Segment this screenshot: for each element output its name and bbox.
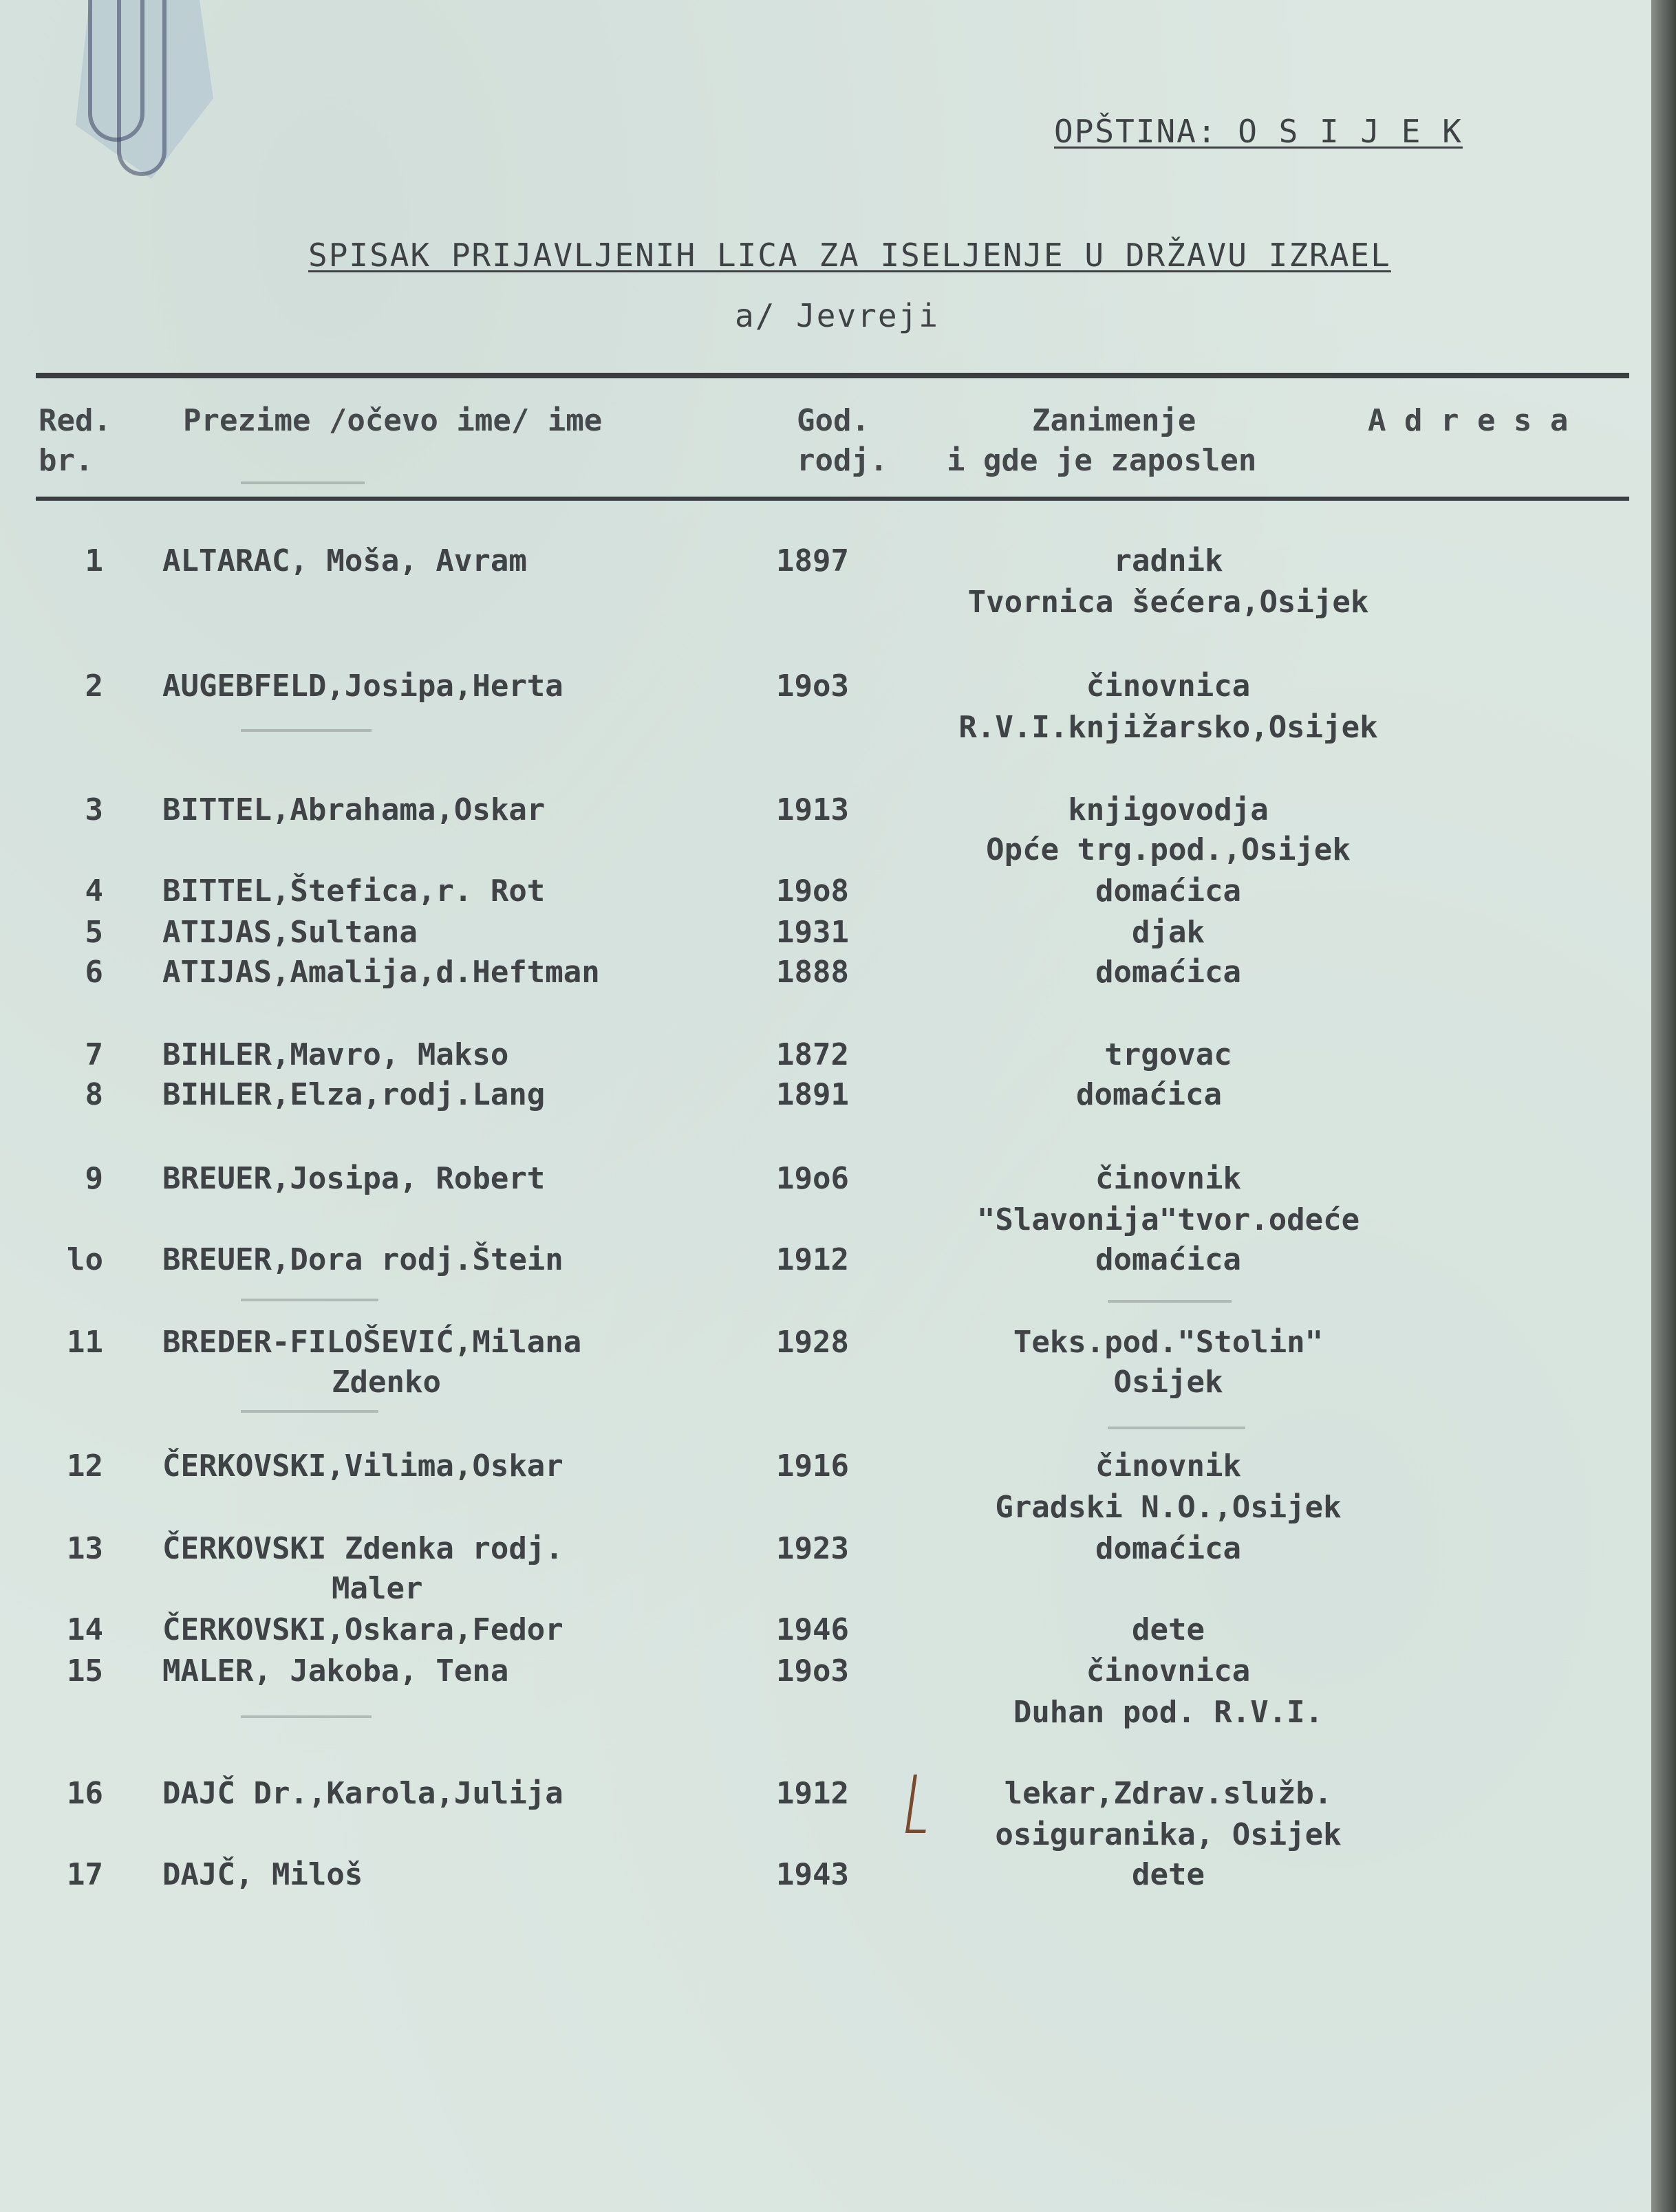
row-year: 1943 [776,1857,849,1892]
row-occupation: knjigovodja [1068,792,1269,827]
row-occupation: lekar,Zdrav.služb. [1004,1776,1333,1811]
row-year: 19o3 [776,1653,849,1689]
row-year: 1946 [776,1612,849,1647]
row-occupation: trgovac [1104,1037,1232,1072]
row-number: 16 [67,1776,103,1811]
row-employer: R.V.I.knjižarsko,Osijek [958,710,1378,745]
row-occupation: činovnik [1095,1449,1241,1484]
column-header-adresa: A d r e s a [1368,403,1569,438]
row-name: DAJČ, Miloš [162,1857,363,1892]
row-year: 1872 [776,1037,849,1072]
column-header-br: br. [39,443,94,478]
pencil-mark [241,729,372,732]
row-year: 1916 [776,1449,849,1484]
column-header-god: God. [797,403,870,438]
row-name: ČERKOVSKI Zdenka rodj. [162,1531,563,1566]
column-header-rodj: rodj. [797,443,888,478]
row-number: 7 [85,1037,103,1072]
row-year: 1912 [776,1242,849,1277]
document-subtitle: a/ Jevreji [735,297,939,334]
row-occupation: činovnica [1086,1653,1251,1689]
row-number: 1 [85,543,103,578]
row-occupation: dete [1132,1612,1205,1647]
row-name: ALTARAC, Moša, Avram [162,543,527,578]
row-number: 12 [67,1449,103,1484]
row-year: 1888 [776,955,849,990]
pencil-mark [241,1410,378,1413]
row-employer: Duhan pod. R.V.I. [1013,1695,1324,1730]
row-number: 4 [85,874,103,909]
column-header-zaposlen: i gde je zaposlen [947,443,1257,478]
row-year: 1897 [776,543,849,578]
row-name: ČERKOVSKI,Vilima,Oskar [162,1449,563,1484]
row-name: BITTEL,Štefica,r. Rot [162,874,546,909]
row-year: 1928 [776,1325,849,1360]
row-occupation: domaćica [1076,1077,1222,1112]
row-name: BREUER,Josipa, Robert [162,1161,546,1196]
row-number: 8 [85,1077,103,1112]
row-number: 2 [85,669,103,704]
row-name: ATIJAS,Amalija,d.Heftman [162,955,600,990]
row-name-continued: Zdenko [332,1365,441,1400]
row-year: 1912 [776,1776,849,1811]
row-number: 17 [67,1857,103,1892]
row-number: 15 [67,1653,103,1689]
row-name: BITTEL,Abrahama,Oskar [162,792,546,827]
row-occupation: domaćica [1095,955,1241,990]
row-occupation: djak [1132,915,1205,950]
row-name: MALER, Jakoba, Tena [162,1653,509,1689]
column-header-red: Red. [39,403,111,438]
row-employer: Tvornica šećera,Osijek [967,585,1369,620]
municipality-label: OPŠTINA: O S I J E K [1054,113,1463,150]
row-occupation: činovnik [1095,1161,1241,1196]
row-name: AUGEBFELD,Josipa,Herta [162,669,563,704]
pencil-mark [1108,1300,1232,1303]
row-occupation: Teks.pod."Stolin" [1013,1325,1324,1360]
pencil-mark [1108,1427,1245,1429]
row-name: BIHLER,Mavro, Makso [162,1037,509,1072]
row-name: BIHLER,Elza,rodj.Lang [162,1077,546,1112]
row-occupation: domaćica [1095,1531,1241,1566]
column-header-zanimenje: Zanimenje [1032,403,1196,438]
row-employer: Opće trg.pod.,Osijek [986,832,1351,867]
row-employer: osiguranika, Osijek [995,1817,1342,1852]
row-occupation: domaćica [1095,874,1241,909]
row-number: 6 [85,955,103,990]
row-year: 1923 [776,1531,849,1566]
pencil-mark [241,1299,378,1301]
header-rule-bottom [36,497,1629,501]
row-employer: "Slavonija"tvor.odeće [976,1202,1360,1237]
row-year: 1931 [776,915,849,950]
row-number: 13 [67,1531,103,1566]
row-year: 19o3 [776,669,849,704]
row-employer: Osijek [1113,1365,1223,1400]
row-number: 14 [67,1612,103,1647]
row-name-continued: Maler [332,1571,423,1606]
row-occupation: dete [1132,1857,1205,1892]
row-name: BREUER,Dora rodj.Štein [162,1242,563,1277]
pencil-mark [241,1715,372,1718]
row-year: 19o6 [776,1161,849,1196]
row-number: 11 [67,1325,103,1360]
row-number: 5 [85,915,103,950]
row-year: 1891 [776,1077,849,1112]
paper-clip-icon-inner [117,0,166,176]
row-occupation: činovnica [1086,669,1251,704]
row-name: BREDER-FILOŠEVIĆ,Milana [162,1325,582,1360]
row-name: ČERKOVSKI,Oskara,Fedor [162,1612,563,1647]
header-rule-top [36,373,1629,378]
column-header-prezime: Prezime /očevo ime/ ime [183,403,603,438]
row-year: 1913 [776,792,849,827]
row-number: 9 [85,1161,103,1196]
row-year: 19o8 [776,874,849,909]
row-employer: Gradski N.O.,Osijek [995,1490,1342,1525]
scan-edge [1651,0,1676,2212]
row-number: 3 [85,792,103,827]
row-number: lo [67,1242,103,1277]
row-occupation: radnik [1113,543,1223,578]
row-occupation: domaćica [1095,1242,1241,1277]
row-name: ATIJAS,Sultana [162,915,418,950]
pencil-mark [241,481,365,484]
row-name: DAJČ Dr.,Karola,Julija [162,1776,563,1811]
document-title: SPISAK PRIJAVLJENIH LICA ZA ISELJENJE U DRŽAVU IZRAEL [308,237,1391,274]
